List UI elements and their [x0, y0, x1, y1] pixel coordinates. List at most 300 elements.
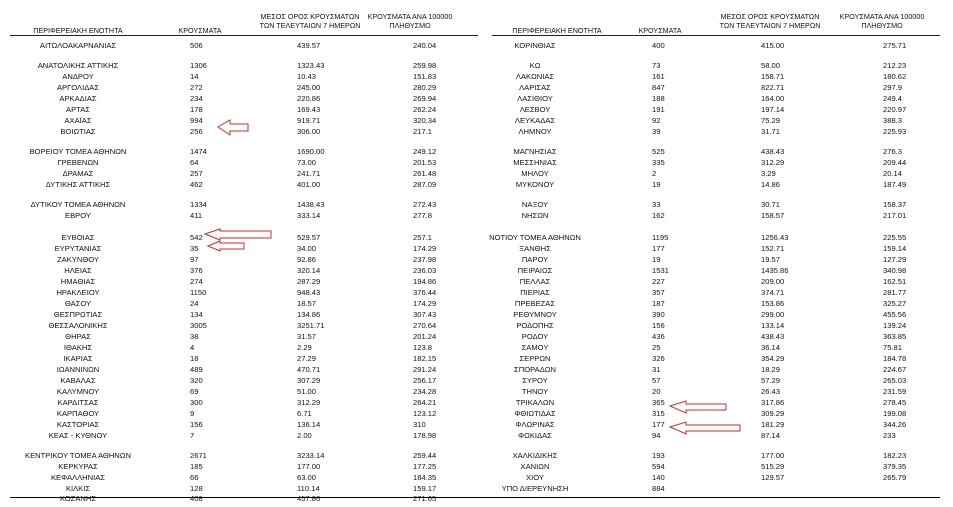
table-cell-avg: 6.71 [297, 409, 312, 418]
table-cell-cases: 335 [652, 158, 665, 167]
table-cell-avg: 158.71 [761, 72, 785, 81]
table-cell-per: 388.3 [883, 116, 903, 125]
table-cell-avg: 470.71 [297, 365, 321, 374]
table-cell-avg: 177.00 [761, 451, 785, 460]
table-cell-region: ΚΑΣΤΟΡΙΑΣ [56, 420, 100, 429]
table-cell-region: ΔΥΤΙΚΗΣ ΑΤΤΙΚΗΣ [45, 180, 111, 189]
table-cell-region: ΧΑΛΚΙΔΙΚΗΣ [512, 451, 558, 460]
table-cell-avg: 57.29 [761, 376, 781, 385]
table-cell-cases: 2 [652, 169, 657, 178]
table-cell-cases: 408 [190, 494, 203, 503]
table-cell-per: 224.67 [883, 365, 907, 374]
table-cell-avg: 317.86 [761, 398, 785, 407]
table-cell-cases: 847 [652, 83, 665, 92]
table-cell-per: 127.29 [883, 255, 907, 264]
table-cell-per: 249.4 [883, 94, 903, 103]
table-cell-avg: 18.29 [761, 365, 781, 374]
table-cell-per: 20.14 [883, 169, 903, 178]
table-cell-cases: 156 [190, 420, 203, 429]
table-cell-region: ΣΑΜΟΥ [521, 343, 549, 352]
table-cell-cases: 35 [190, 244, 199, 253]
table-cell-avg: 401.00 [297, 180, 321, 189]
table-cell-avg: 2.29 [297, 343, 312, 352]
header-per-line1: ΚΡΟΥΣΜΑΤΑ ΑΝΑ 100000 [839, 12, 925, 21]
table-cell-avg: 153.86 [761, 299, 785, 308]
table-cell-cases: 7 [190, 431, 195, 440]
table-cell-avg: 306.00 [297, 127, 321, 136]
table-cell-region: ΑΡΓΟΛΙΔΑΣ [56, 83, 100, 92]
table-cell-avg: 27.29 [297, 354, 317, 363]
table-cell-cases: 92 [652, 116, 661, 125]
table-cell-avg: 919.71 [297, 116, 321, 125]
table-cell-per: 265.03 [883, 376, 907, 385]
table-cell-cases: 357 [652, 288, 665, 297]
table-cell-avg: 209.00 [761, 277, 785, 286]
table-cell-region: ΗΡΑΚΛΕΙΟΥ [56, 288, 100, 297]
table-cell-region: ΚΩ [529, 61, 541, 70]
table-cell-region: ΑΡΚΑΔΙΑΣ [59, 94, 97, 103]
table-cell-cases: 234 [190, 94, 203, 103]
table-cell-per: 174.29 [413, 244, 437, 253]
table-cell-region: ΑΝΔΡΟΥ [62, 72, 94, 81]
table-cell-cases: 1306 [190, 61, 207, 70]
table-cell-avg: 51.00 [297, 387, 317, 396]
table-cell-per: 261.48 [413, 169, 437, 178]
table-cell-region: ΛΕΥΚΑΔΑΣ [514, 116, 556, 125]
table-cell-avg: 1256.43 [761, 233, 789, 242]
table-cell-avg: 34.00 [297, 244, 317, 253]
header-per-line1: ΚΡΟΥΣΜΑΤΑ ΑΝΑ 100000 [367, 12, 453, 21]
table-cell-region: ΕΥΒΟΙΑΣ [61, 233, 95, 242]
table-cell-region: ΠΙΕΡΙΑΣ [520, 288, 550, 297]
table-cell-avg: 14.86 [761, 180, 781, 189]
table-cell-cases: 19 [652, 180, 661, 189]
table-cell-avg: 822.71 [761, 83, 785, 92]
table-cell-region: ΝΗΣΩΝ [521, 211, 549, 220]
table-cell-cases: 25 [652, 343, 661, 352]
table-cell-avg: 63.00 [297, 473, 317, 482]
table-cell-region: ΚΑΡΠΑΘΟΥ [56, 409, 100, 418]
table-cell-region: ΡΕΘΥΜΝΟΥ [513, 310, 557, 319]
table-cell-avg: 287.29 [297, 277, 321, 286]
table-cell-avg: 438.43 [761, 147, 785, 156]
table-cell-cases: 411 [190, 211, 203, 220]
table-cell-cases: 1334 [190, 200, 207, 209]
table-cell-per: 220.97 [883, 105, 907, 114]
table-cell-region: ΚΟΡΙΝΘΙΑΣ [514, 41, 556, 50]
table-cell-region: ΑΧΑΪΑΣ [64, 116, 92, 125]
table-cell-region: ΚΑΛΥΜΝΟΥ [56, 387, 100, 396]
table-cell-per: 455.56 [883, 310, 907, 319]
table-cell-region: ΡΟΔΟΠΗΣ [516, 321, 554, 330]
table-cell-cases: 257 [190, 169, 203, 178]
table-cell-per: 278.45 [883, 398, 907, 407]
table-cell-avg: 73.00 [297, 158, 317, 167]
table-cell-per: 187.49 [883, 180, 907, 189]
table-cell-cases: 390 [652, 310, 665, 319]
table-cell-avg: 10.43 [297, 72, 317, 81]
table-cell-region: ΑΡΤΑΣ [66, 105, 90, 114]
header-per-line2: ΠΛΗΘΥΣΜΟ [389, 20, 431, 30]
table-cell-cases: 2671 [190, 451, 207, 460]
table-cell-avg: 3.29 [761, 169, 776, 178]
table-cell-region: ΛΑΣΙΘΙΟΥ [517, 94, 553, 103]
table-cell-region: ΦΩΚΙΔΑΣ [518, 431, 552, 440]
table-cell-per: 158.37 [883, 200, 907, 209]
table-cell-per: 225.93 [883, 127, 907, 136]
table-cell-avg: 92.86 [297, 255, 317, 264]
table-cell-per: 174.29 [413, 299, 437, 308]
table-cell-per: 123.12 [413, 409, 437, 418]
table-cell-region: ΚΑΒΑΛΑΣ [60, 376, 96, 385]
table-cell-region: ΚΕΑΣ - ΚΥΘΝΟΥ [48, 431, 108, 440]
table-cell-per: 297.9 [883, 83, 903, 92]
table-cell-avg: 1435.86 [761, 266, 789, 275]
table-cell-per: 217.1 [413, 127, 433, 136]
table-cell-cases: 1474 [190, 147, 207, 156]
table-cell-per: 257.1 [413, 233, 433, 242]
table-cell-avg: 31.57 [297, 332, 317, 341]
table-cell-region: ΔΡΑΜΑΣ [62, 169, 94, 178]
table-cell-per: 379.35 [883, 462, 907, 471]
table-cell-per: 162.51 [883, 277, 907, 286]
table-cell-cases: 191 [652, 105, 665, 114]
table-cell-cases: 39 [652, 127, 661, 136]
header-avg-line1: ΜΕΣΟΣ ΟΡΟΣ ΚΡΟΥΣΜΑΤΩΝ [720, 12, 820, 21]
arrow-left-icon [670, 422, 740, 434]
table-cell-cases: 19 [652, 255, 661, 264]
table-cell-region: ΗΜΑΘΙΑΣ [60, 277, 96, 286]
table-cell-avg: 320.14 [297, 266, 321, 275]
table-cell-cases: 376 [190, 266, 203, 275]
table-cell-per: 281.77 [883, 288, 907, 297]
arrow-left-icon [218, 120, 248, 135]
table-cell-cases: 178 [190, 105, 203, 114]
table-cell-cases: 320 [190, 376, 203, 385]
table-cell-per: 182.23 [883, 451, 907, 460]
table-cell-cases: 156 [652, 321, 665, 330]
table-cell-per: 177.25 [413, 462, 437, 471]
header-avg-line2: ΤΩΝ ΤΕΛΕΥΤΑΙΩΝ 7 ΗΜΕΡΩΝ [259, 20, 361, 30]
table-cell-per: 264.21 [413, 398, 437, 407]
table-cell-avg: 169.43 [297, 105, 321, 114]
table-cell-per: 234.28 [413, 387, 437, 396]
table-cell-avg: 307.29 [297, 376, 321, 385]
table-cell-per: 269.94 [413, 94, 437, 103]
table-cell-per: 310 [413, 420, 426, 429]
table-cell-region: ΘΑΣΟΥ [64, 299, 92, 308]
table-cell-avg: 164.00 [761, 94, 785, 103]
table-cell-avg: 58.00 [761, 61, 781, 70]
table-cell-avg: 3251.71 [297, 321, 325, 330]
table-cell-per: 307.43 [413, 310, 437, 319]
table-cell-cases: 326 [652, 354, 665, 363]
table-cell-cases: 489 [190, 365, 203, 374]
table-cell-cases: 462 [190, 180, 203, 189]
table-cell-cases: 256 [190, 127, 203, 136]
table-cell-region: ΒΟΙΩΤΙΑΣ [60, 127, 96, 136]
table-cell-avg: 2.00 [297, 431, 312, 440]
table-cell-cases: 193 [652, 451, 665, 460]
header-region-left: ΠΕΡΙΦΕΡΕΙΑΚΗ ΕΝΟΤΗΤΑ [33, 26, 123, 35]
table-cell-region: ΡΟΔΟΥ [521, 332, 549, 341]
table-cell-cases: 3005 [190, 321, 207, 330]
table-cell-region: ΛΗΜΝΟΥ [518, 127, 552, 136]
table-cell-avg: 245.00 [297, 83, 321, 92]
table-cell-per: 231.59 [883, 387, 907, 396]
table-cell-avg: 158.57 [761, 211, 785, 220]
table-cell-region: ΛΑΡΙΣΑΣ [519, 83, 551, 92]
table-cell-cases: 177 [652, 420, 665, 429]
header-avg-line1: ΜΕΣΟΣ ΟΡΟΣ ΚΡΟΥΣΜΑΤΩΝ [260, 12, 360, 21]
table-cell-region: ΛΑΚΩΝΙΑΣ [515, 72, 555, 81]
table-cell-region: ΒΟΡΕΙΟΥ ΤΟΜΕΑ ΑΘΗΝΩΝ [29, 147, 127, 156]
table-cell-avg: 1323.43 [297, 61, 325, 70]
table-cell-avg: 948.43 [297, 288, 321, 297]
table-cell-per: 259.98 [413, 61, 437, 70]
table-cell-cases: 185 [190, 462, 203, 471]
table-cell-cases: 506 [190, 41, 203, 50]
table-cell-cases: 134 [190, 310, 203, 319]
table-cell-region: ΛΕΣΒΟΥ [519, 105, 551, 114]
table-cell-cases: 33 [652, 200, 661, 209]
table-cell-region: ΑΙΤΩΛΟΑΚΑΡΝΑΝΙΑΣ [39, 41, 117, 50]
header-cases-right: ΚΡΟΥΣΜΑΤΑ [638, 26, 682, 35]
table-cell-per: 201.53 [413, 158, 437, 167]
table-cell-cases: 4 [190, 343, 195, 352]
table-cell-region: ΚΑΡΔΙΤΣΑΣ [57, 398, 99, 407]
table-cell-region: ΥΠΟ ΔΙΕΡΕΥΝΗΣΗ [501, 484, 569, 493]
table-cell-cases: 300 [190, 398, 203, 407]
table-cell-cases: 1531 [652, 266, 669, 275]
table-cell-region: ΚΕΦΑΛΛΗΝΙΑΣ [50, 473, 106, 482]
table-cell-avg: 19.57 [761, 255, 781, 264]
table-cell-cases: 994 [190, 116, 203, 125]
table-cell-region: ΜΗΛΟΥ [521, 169, 549, 178]
table-cell-avg: 177.00 [297, 462, 321, 471]
table-cell-avg: 18.57 [297, 299, 317, 308]
table-cell-avg: 515.29 [761, 462, 785, 471]
table-cell-avg: 438.43 [761, 332, 785, 341]
table-cell-region: ΙΘΑΚΗΣ [63, 343, 93, 352]
table-cell-per: 277.8 [413, 211, 433, 220]
table-cell-avg: 110.14 [297, 484, 320, 493]
table-cell-avg: 136.14 [297, 420, 321, 429]
table-cell-per: 75.81 [883, 343, 903, 352]
table-cell-avg: 220.86 [297, 94, 321, 103]
table-cell-avg: 30.71 [761, 200, 781, 209]
table-cell-avg: 309.29 [761, 409, 785, 418]
table-cell-per: 262.24 [413, 105, 437, 114]
table-cell-avg: 241.71 [297, 169, 321, 178]
table-cell-region: ΞΑΝΘΗΣ [519, 244, 551, 253]
table-cell-cases: 188 [652, 94, 665, 103]
table-cell-per: 159.14 [883, 244, 907, 253]
table-cell-cases: 884 [652, 484, 665, 493]
header-region-right: ΠΕΡΙΦΕΡΕΙΑΚΗ ΕΝΟΤΗΤΑ [512, 26, 602, 35]
table-cell-per: 265.79 [883, 473, 907, 482]
table-cell-region: ΜΑΓΝΗΣΙΑΣ [513, 147, 557, 156]
table-cell-per: 199.08 [883, 409, 907, 418]
table-cell-region: ΦΘΙΩΤΙΔΑΣ [514, 409, 556, 418]
table-cell-cases: 66 [190, 473, 199, 482]
table-cell-per: 320.34 [413, 116, 437, 125]
table-cell-per: 180.62 [883, 72, 907, 81]
table-cell-per: 363.85 [883, 332, 907, 341]
table-cell-per: 233 [883, 431, 896, 440]
table-cell-cases: 1195 [652, 233, 669, 242]
table-cell-per: 259.44 [413, 451, 437, 460]
table-cell-region: ΚΟΖΑΝΗΣ [59, 494, 97, 503]
table-cell-per: 344.26 [883, 420, 907, 429]
arrow-left-icon [205, 229, 271, 240]
table-cell-cases: 315 [652, 409, 665, 418]
table-cell-cases: 161 [652, 72, 665, 81]
table-cell-per: 194.86 [413, 277, 437, 286]
table-cell-per: 123.8 [413, 343, 433, 352]
table-cell-cases: 272 [190, 83, 203, 92]
table-cell-region: ΜΥΚΟΝΟΥ [515, 180, 555, 189]
table-cell-avg: 26.43 [761, 387, 781, 396]
table-cell-cases: 542 [190, 233, 203, 242]
table-cell-region: ΤΗΝΟΥ [521, 387, 549, 396]
table-cell-avg: 457.86 [297, 494, 321, 503]
table-cell-cases: 73 [652, 61, 661, 70]
table-cell-per: 276.3 [883, 147, 903, 156]
table-cell-avg: 312.29 [297, 398, 321, 407]
table-cell-avg: 152.71 [761, 244, 785, 253]
table-cell-per: 178.98 [413, 431, 437, 440]
table-cell-cases: 436 [652, 332, 665, 341]
table-cell-per: 182.15 [413, 354, 437, 363]
table-cell-per: 151.83 [413, 72, 437, 81]
table-cell-region: ΝΑΞΟΥ [521, 200, 549, 209]
table-cell-region: ΠΑΡΟΥ [521, 255, 549, 264]
table-cell-region: ΓΡΕΒΕΝΩΝ [57, 158, 99, 167]
table-cell-avg: 1690.00 [297, 147, 325, 156]
table-cell-cases: 187 [652, 299, 665, 308]
table-cell-cases: 94 [652, 431, 661, 440]
table-cell-region: ΙΚΑΡΙΑΣ [63, 354, 93, 363]
header-per-line2: ΠΛΗΘΥΣΜΟ [861, 20, 903, 30]
table-cell-region: ΚΕΡΚΥΡΑΣ [58, 462, 98, 471]
table-cell-cases: 177 [652, 244, 665, 253]
table-cell-per: 159.17 [413, 484, 437, 493]
table-cell-per: 270.64 [413, 321, 437, 330]
table-cell-per: 287.09 [413, 180, 437, 189]
table-cell-per: 325.27 [883, 299, 907, 308]
table-cell-per: 209.44 [883, 158, 907, 167]
table-cell-cases: 14 [190, 72, 199, 81]
table-cell-avg: 36.14 [761, 343, 781, 352]
table-cell-cases: 128 [190, 484, 203, 493]
table-cell-cases: 24 [190, 299, 199, 308]
table-cell-per: 340.98 [883, 266, 907, 275]
table-cell-per: 256.17 [413, 376, 437, 385]
table-cell-region: ΘΕΣΣΑΛΟΝΙΚΗΣ [48, 321, 108, 330]
table-cell-avg: 529.57 [297, 233, 321, 242]
table-cell-avg: 87.14 [761, 431, 781, 440]
table-cell-per: 376.44 [413, 288, 437, 297]
table-cell-region: ΚΙΛΚΙΣ [65, 484, 91, 493]
table-cell-per: 240.04 [413, 41, 437, 50]
table-cell-per: 139.24 [883, 321, 907, 330]
table-cell-region: ΔΥΤΙΚΟΥ ΤΟΜΕΑ ΑΘΗΝΩΝ [30, 200, 126, 209]
table-cell-cases: 64 [190, 158, 199, 167]
table-cell-region: ΣΠΟΡΑΔΩΝ [514, 365, 556, 374]
table-cell-per: 291.24 [413, 365, 437, 374]
table-cell-avg: 439.57 [297, 41, 321, 50]
arrow-left-icon [670, 401, 726, 413]
table-cell-per: 275.71 [883, 41, 907, 50]
table-cell-cases: 162 [652, 211, 665, 220]
table-cell-region: ΜΕΣΣΗΝΙΑΣ [513, 158, 557, 167]
table-cell-region: ΦΛΩΡΙΝΑΣ [515, 420, 555, 429]
table-cell-region: ΣΥΡΟΥ [522, 376, 548, 385]
table-cell-cases: 1150 [190, 288, 207, 297]
header-avg-line2: ΤΩΝ ΤΕΛΕΥΤΑΙΩΝ 7 ΗΜΕΡΩΝ [719, 20, 821, 30]
table-cell-cases: 400 [652, 41, 665, 50]
table-cell-region: ΕΥΡΥΤΑΝΙΑΣ [54, 244, 102, 253]
table-cell-per: 217.01 [883, 211, 907, 220]
table-cell-region: ΚΕΝΤΡΙΚΟΥ ΤΟΜΕΑ ΑΘΗΝΩΝ [25, 451, 131, 460]
table-cell-cases: 594 [652, 462, 665, 471]
table-cell-region: ΕΒΡΟΥ [65, 211, 91, 220]
table-cell-region: ΘΗΡΑΣ [65, 332, 91, 341]
table-cell-avg: 354.29 [761, 354, 785, 363]
table-cell-avg: 1438.43 [297, 200, 325, 209]
table-cell-region: ΘΕΣΠΡΩΤΙΑΣ [53, 310, 103, 319]
table-cell-per: 225.55 [883, 233, 907, 242]
table-cell-avg: 312.29 [761, 158, 785, 167]
table-cell-avg: 133.14 [761, 321, 785, 330]
table-cell-avg: 3233.14 [297, 451, 325, 460]
table-cell-avg: 129.57 [761, 473, 785, 482]
table-cell-per: 249.12 [413, 147, 437, 156]
table-cell-cases: 140 [652, 473, 665, 482]
table-cell-region: ΠΕΙΡΑΙΩΣ [517, 266, 553, 275]
table-cell-avg: 299.00 [761, 310, 785, 319]
table-cell-per: 280.29 [413, 83, 437, 92]
arrow-left-icon [208, 241, 244, 251]
table-cell-region: ΣΕΡΡΩΝ [519, 354, 551, 363]
table-cell-cases: 57 [652, 376, 661, 385]
table-cell-region: ΙΩΑΝΝΙΝΩΝ [56, 365, 100, 374]
table-cell-cases: 525 [652, 147, 665, 156]
table-cell-region: ΗΛΕΙΑΣ [64, 266, 92, 275]
table-cell-avg: 333.14 [297, 211, 321, 220]
table-cell-per: 184.78 [883, 354, 907, 363]
table-cell-cases: 9 [190, 409, 195, 418]
table-cell-region: ΖΑΚΥΝΘΟΥ [57, 255, 99, 264]
table-cell-region: ΑΝΑΤΟΛΙΚΗΣ ΑΤΤΙΚΗΣ [37, 61, 119, 70]
table-cell-region: ΧΑΝΙΩΝ [520, 462, 550, 471]
table-cell-per: 272.43 [413, 200, 437, 209]
table-cell-cases: 97 [190, 255, 199, 264]
table-cell-per: 212.23 [883, 61, 907, 70]
table-cell-avg: 134.86 [297, 310, 321, 319]
table-cell-cases: 31 [652, 365, 661, 374]
table-cell-avg: 75.29 [761, 116, 781, 125]
table-cell-region: ΧΙΟΥ [526, 473, 544, 482]
table-cell-avg: 31.71 [761, 127, 781, 136]
table-cell-per: 201.24 [413, 332, 437, 341]
table-cell-region: ΤΡΙΚΑΛΩΝ [515, 398, 555, 407]
table-cell-cases: 20 [652, 387, 661, 396]
table-cell-cases: 69 [190, 387, 199, 396]
table-cell-cases: 274 [190, 277, 203, 286]
table-cell-per: 271.65 [413, 494, 437, 503]
